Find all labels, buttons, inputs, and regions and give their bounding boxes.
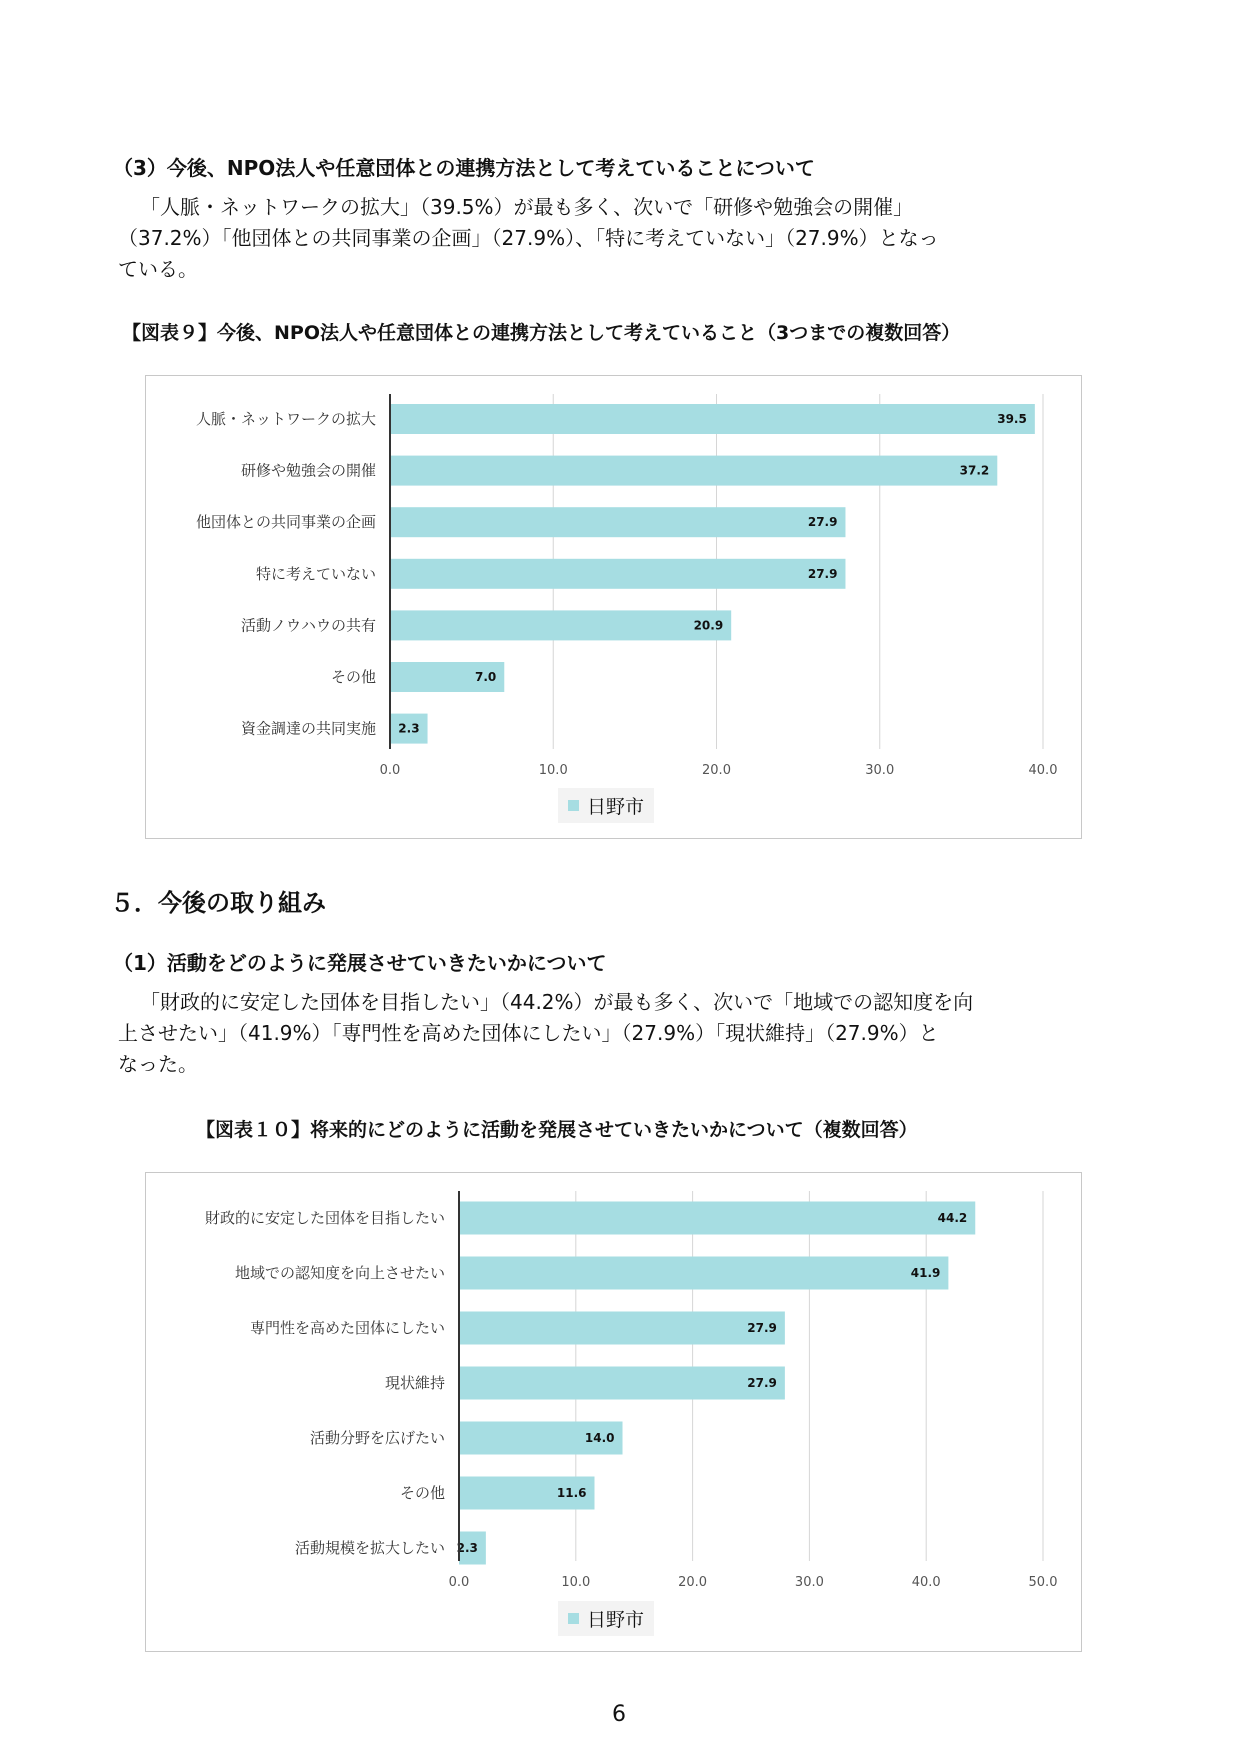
bar-chart <box>146 376 1081 838</box>
section-heading: （1）活動をどのように発展させていきたいかについて <box>113 951 607 975</box>
category-label: 研修や勉強会の開催 <box>240 461 376 480</box>
category-label: 地域での認知度を向上させたい <box>234 1264 445 1282</box>
bar <box>459 1312 785 1345</box>
x-tick-label: 10.0 <box>538 763 568 778</box>
section-paragraph <box>118 987 973 1080</box>
bar <box>390 404 1035 434</box>
data-label: 39.5 <box>997 412 1027 426</box>
x-tick-label: 40.0 <box>1028 763 1058 778</box>
bar <box>459 1257 948 1290</box>
category-label: 活動規模を拡大したい <box>294 1539 445 1557</box>
category-label: 他団体との共同事業の企画 <box>195 513 376 532</box>
x-tick-label: 10.0 <box>561 1575 591 1590</box>
page-number: 6 <box>612 1702 626 1727</box>
data-label: 44.2 <box>937 1211 968 1225</box>
data-label: 27.9 <box>747 1376 777 1390</box>
legend-label: 日野市 <box>587 1609 645 1631</box>
bar <box>390 507 845 537</box>
category-label: その他 <box>399 1484 445 1502</box>
x-tick-label: 30.0 <box>794 1575 824 1590</box>
section-heading: （3）今後、NPO法人や任意団体との連携方法として考えていることについて <box>113 156 815 180</box>
category-label: 活動ノウハウの共有 <box>240 616 376 635</box>
data-label: 2.3 <box>456 1541 478 1555</box>
x-tick-label: 20.0 <box>702 763 731 778</box>
data-label: 27.9 <box>747 1321 777 1335</box>
x-tick-label: 0.0 <box>448 1575 470 1590</box>
bar <box>390 559 845 589</box>
paragraph-line: 上させたい」（41.9%）「専門性を高めた団体にしたい」（27.9%）「現状維持」（27.9%）と <box>118 1021 939 1045</box>
category-label: その他 <box>330 668 376 686</box>
data-label: 27.9 <box>807 566 838 581</box>
x-tick-label: 50.0 <box>1028 1575 1058 1590</box>
category-label: 資金調達の共同実施 <box>240 719 376 738</box>
figure-caption: 【図表１０】将来的にどのように活動を発展させていきたいかについて（複数回答） <box>196 1119 918 1141</box>
category-label: 現状維持 <box>384 1374 445 1392</box>
bar <box>459 1367 785 1400</box>
chart-legend <box>558 788 654 823</box>
data-label: 41.9 <box>910 1266 941 1280</box>
section-title: ５．今後の取り組み <box>110 889 326 917</box>
paragraph-line: 「財政的に安定した団体を目指したい」（44.2%）が最も多く、次いで「地域での認知度を向 <box>140 990 974 1014</box>
figure-caption: 【図表９】今後、NPO法人や任意団体との連携方法として考えていること（3つまでの複数回答） <box>122 322 961 344</box>
category-label: 活動分野を広げたい <box>309 1429 445 1447</box>
data-label: 7.0 <box>475 670 497 684</box>
x-tick-label: 30.0 <box>865 763 895 778</box>
paragraph-line: 「人脈・ネットワークの拡大」（39.5%）が最も多く、次いで「研修や勉強会の開催」 <box>140 195 914 219</box>
data-label: 2.3 <box>398 721 420 736</box>
bar <box>390 456 997 486</box>
bar <box>390 610 731 640</box>
chart-container <box>145 1172 1082 1652</box>
legend-swatch <box>568 800 579 811</box>
category-label: 専門性を高めた団体にしたい <box>249 1319 445 1337</box>
bar-chart <box>146 1173 1081 1651</box>
section-paragraph <box>118 192 939 285</box>
data-label: 27.9 <box>807 515 838 530</box>
category-label: 人脈・ネットワークの拡大 <box>195 410 376 428</box>
data-label: 11.6 <box>556 1486 587 1500</box>
category-label: 財政的に安定した団体を目指したい <box>204 1209 445 1227</box>
paragraph-line: なった。 <box>118 1052 198 1076</box>
chart-legend <box>558 1601 654 1636</box>
x-tick-label: 20.0 <box>678 1575 708 1590</box>
x-tick-label: 40.0 <box>911 1575 941 1590</box>
legend-swatch <box>568 1613 579 1624</box>
category-label: 特に考えていない <box>255 564 376 583</box>
chart-container <box>145 375 1082 839</box>
paragraph-line: （37.2%）「他団体との共同事業の企画」（27.9%）、「特に考えていない」（27.9%）となっ <box>118 226 939 250</box>
data-label: 37.2 <box>959 463 990 478</box>
x-tick-label: 0.0 <box>379 763 401 778</box>
paragraph-line: ている。 <box>118 257 198 281</box>
data-label: 20.9 <box>693 618 724 633</box>
bar <box>459 1202 975 1235</box>
legend-label: 日野市 <box>587 796 645 818</box>
data-label: 14.0 <box>584 1431 615 1445</box>
